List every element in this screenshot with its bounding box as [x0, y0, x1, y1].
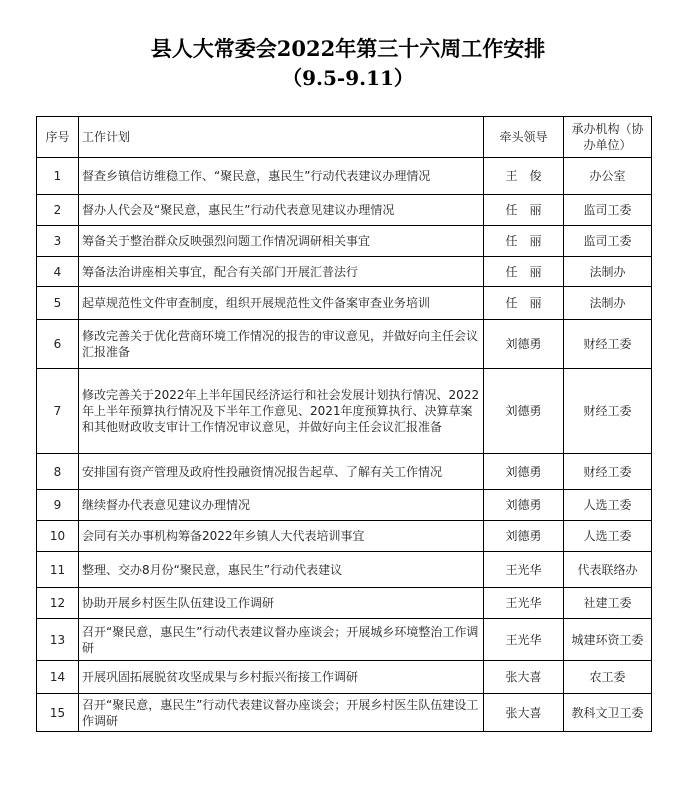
row-number: 6 — [37, 320, 79, 369]
row-plan: 督查乡镇信访维稳工作、“聚民意，惠民生”行动代表建议办理情况 — [79, 158, 484, 195]
table-row — [37, 588, 652, 619]
row-plan: 修改完善关于优化营商环境工作情况的报告的审议意见，并做好向主任会议汇报准备 — [79, 320, 484, 369]
table-row — [37, 619, 652, 661]
row-plan: 起草规范性文件审查制度，组织开展规范性文件备案审查业务培训 — [79, 287, 484, 320]
header-plan: 工作计划 — [79, 117, 484, 158]
row-number: 9 — [37, 490, 79, 521]
table-row — [37, 257, 652, 287]
row-lead: 王光华 — [484, 552, 564, 588]
row-plan: 开展巩固拓展脱贫攻坚成果与乡村振兴衔接工作调研 — [79, 661, 484, 694]
row-number: 13 — [37, 619, 79, 661]
row-number: 5 — [37, 287, 79, 320]
row-lead: 刘德勇 — [484, 521, 564, 552]
table-row — [37, 490, 652, 521]
row-plan: 安排国有资产管理及政府性投融资情况报告起草、了解有关工作情况 — [79, 454, 484, 490]
row-number: 11 — [37, 552, 79, 588]
row-plan: 筹备法治讲座相关事宜，配合有关部门开展汇普法行 — [79, 257, 484, 287]
row-unit: 法制办 — [564, 287, 652, 320]
table-row — [37, 226, 652, 257]
table-row — [37, 454, 652, 490]
table-row — [37, 661, 652, 694]
table-header-row — [37, 117, 652, 158]
row-number: 15 — [37, 694, 79, 732]
table-row — [37, 521, 652, 552]
row-unit: 人选工委 — [564, 521, 652, 552]
row-number: 8 — [37, 454, 79, 490]
row-unit: 教科文卫工委 — [564, 694, 652, 732]
row-number: 4 — [37, 257, 79, 287]
row-lead: 任 丽 — [484, 226, 564, 257]
row-plan: 会同有关办事机构筹备2022年乡镇人大代表培训事宜 — [79, 521, 484, 552]
row-unit: 代表联络办 — [564, 552, 652, 588]
row-plan: 修改完善关于2022年上半年国民经济运行和社会发展计划执行情况、2022年上半年预算执行情况及下半年工作意见、2021年度预算执行、决算草案和其他财政收支审计工作情况审议意见，并做好向主任会议汇报准备 — [79, 369, 484, 454]
row-number: 14 — [37, 661, 79, 694]
row-number: 12 — [37, 588, 79, 619]
row-number: 2 — [37, 195, 79, 226]
row-lead: 刘德勇 — [484, 369, 564, 454]
row-plan: 召开“聚民意，惠民生”行动代表建议督办座谈会；开展城乡环境整治工作调研 — [79, 619, 484, 661]
header-lead: 牵头领导 — [484, 117, 564, 158]
row-unit: 监司工委 — [564, 195, 652, 226]
table-row — [37, 320, 652, 369]
table-row — [37, 287, 652, 320]
row-unit: 农工委 — [564, 661, 652, 694]
row-lead: 王 俊 — [484, 158, 564, 195]
document-subtitle: （9.5-9.11） — [282, 66, 414, 90]
header-no: 序号 — [37, 117, 79, 158]
table-row — [37, 694, 652, 732]
row-lead: 张大喜 — [484, 694, 564, 732]
row-plan: 督办人代会及“聚民意，惠民生”行动代表意见建议办理情况 — [79, 195, 484, 226]
table-row — [37, 158, 652, 195]
document-title: 县人大常委会2022年第三十六周工作安排 — [150, 36, 546, 61]
row-unit: 法制办 — [564, 257, 652, 287]
row-plan: 继续督办代表意见建议办理情况 — [79, 490, 484, 521]
row-lead: 张大喜 — [484, 661, 564, 694]
row-lead: 任 丽 — [484, 257, 564, 287]
row-unit: 社建工委 — [564, 588, 652, 619]
row-lead: 任 丽 — [484, 195, 564, 226]
row-unit: 人选工委 — [564, 490, 652, 521]
row-unit: 办公室 — [564, 158, 652, 195]
row-lead: 王光华 — [484, 588, 564, 619]
work-schedule-table — [36, 116, 652, 732]
table-row — [37, 369, 652, 454]
row-unit: 财经工委 — [564, 454, 652, 490]
row-number: 1 — [37, 158, 79, 195]
row-unit: 财经工委 — [564, 320, 652, 369]
row-number: 7 — [37, 369, 79, 454]
row-plan: 协助开展乡村医生队伍建设工作调研 — [79, 588, 484, 619]
row-plan: 召开“聚民意，惠民生”行动代表建议督办座谈会；开展乡村医生队伍建设工作调研 — [79, 694, 484, 732]
row-lead: 任 丽 — [484, 287, 564, 320]
row-lead: 刘德勇 — [484, 320, 564, 369]
table-row — [37, 195, 652, 226]
row-lead: 王光华 — [484, 619, 564, 661]
table-row — [37, 552, 652, 588]
row-plan: 整理、交办8月份“聚民意，惠民生”行动代表建议 — [79, 552, 484, 588]
row-number: 10 — [37, 521, 79, 552]
row-unit: 监司工委 — [564, 226, 652, 257]
row-unit: 财经工委 — [564, 369, 652, 454]
row-lead: 刘德勇 — [484, 490, 564, 521]
row-unit: 城建环资工委 — [564, 619, 652, 661]
row-lead: 刘德勇 — [484, 454, 564, 490]
header-unit: 承办机构（协办单位） — [564, 117, 652, 158]
row-number: 3 — [37, 226, 79, 257]
row-plan: 筹备关于整治群众反映强烈问题工作情况调研相关事宜 — [79, 226, 484, 257]
